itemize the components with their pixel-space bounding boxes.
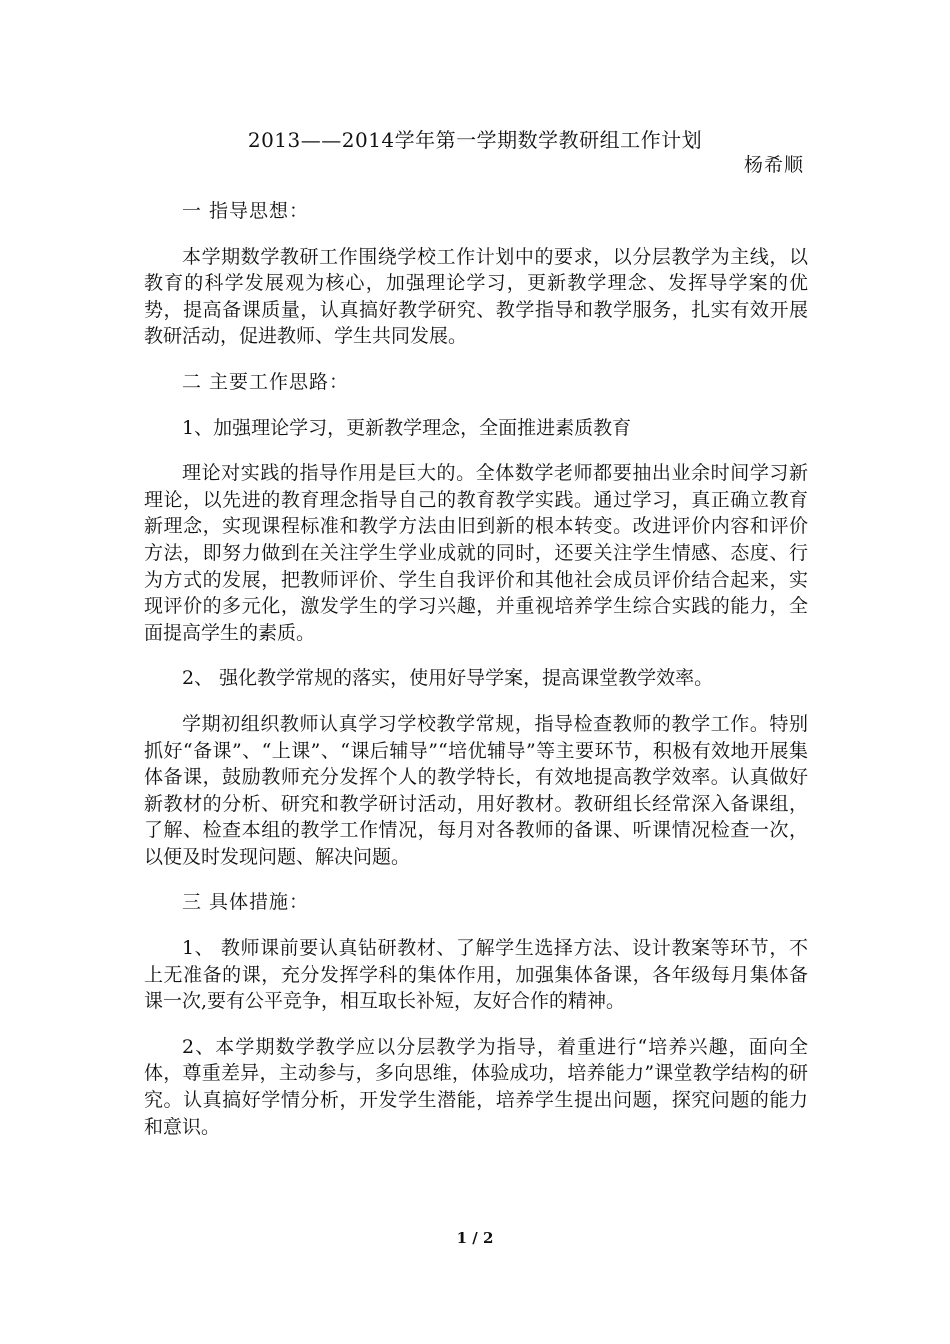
heading-measures: 三 具体措施： — [182, 891, 310, 914]
subheading-idea-1: 1、加强理论学习，更新教学理念，全面推进素质教育 — [182, 416, 632, 439]
page-number: 1 / 2 — [456, 1229, 494, 1247]
heading-main-ideas: 二 主要工作思路： — [182, 370, 350, 393]
author-name: 杨希顺 — [743, 154, 804, 176]
paragraph-idea-2: 学期初组织教师认真学习学校教学常规，指导检查教师的教学工作。特别抓好“备课”、“上课”、“课后辅导”“培优辅导”等主要环节，积极有效地开展集体备课，鼓励教师充分发挥个人的教学特长，有效地提高教学效率。认真做好新教材的分析、研究和教学研讨活动，用好教材。教研组长经常深入备课组，了解、检查本组的教学工作情况，每月对各教师的备课、听课情况检查一次，以便及时发现问题、解决问题。 — [144, 712, 808, 868]
subheading-idea-2: 2、 强化教学常规的落实，使用好导学案，提高课堂教学效率。 — [182, 667, 714, 690]
paragraph-guiding-thought: 本学期数学教研工作围绕学校工作计划中的要求，以分层教学为主线，以教育的科学发展观为核心，加强理论学习，更新教学理念、发挥导学案的优势，提高备课质量，认真搞好教学研究、教学指导和教学服务，扎实有效开展教研活动，促进教师、学生共同发展。 — [144, 245, 808, 348]
document-body — [144, 198, 808, 1159]
paragraph-idea-1: 理论对实践的指导作用是巨大的。全体数学老师都要抽出业余时间学习新理论，以先进的教育理念指导自己的教育教学实践。通过学习，真正确立教育新理念，实现课程标准和教学方法由旧到新的根本转变。改进评价内容和评价方法，即努力做到在关注学生学业成就的同时，还要关注学生情感、态度、行为方式的发展，把教师评价、学生自我评价和其他社会成员评价结合起来，实现评价的多元化，激发学生的学习兴趣，并重视培养学生综合实践的能力，全面提高学生的素质。 — [144, 462, 808, 644]
document-title: 2013——2014学年第一学期数学教研组工作计划 — [247, 128, 703, 152]
paragraph-measure-1: 1、 教师课前要认真钻研教材、了解学生选择方法、设计教案等环节，不上无准备的课，充分发挥学科的集体作用，加强集体备课，各年级每月集体备课一次,要有公平竞争，相互取长补短，友好合作的精神。 — [144, 937, 808, 1013]
heading-guiding-thought: 一 指导思想： — [182, 200, 310, 222]
paragraph-measure-2: 2、本学期数学教学应以分层教学为指导，着重进行“培养兴趣，面向全体，尊重差异，主动参与，多向思维，体验成功，培养能力”课堂教学结构的研究。认真搞好学情分析，开发学生潜能，培养学生提出问题，探究问题的能力和意识。 — [144, 1035, 808, 1138]
